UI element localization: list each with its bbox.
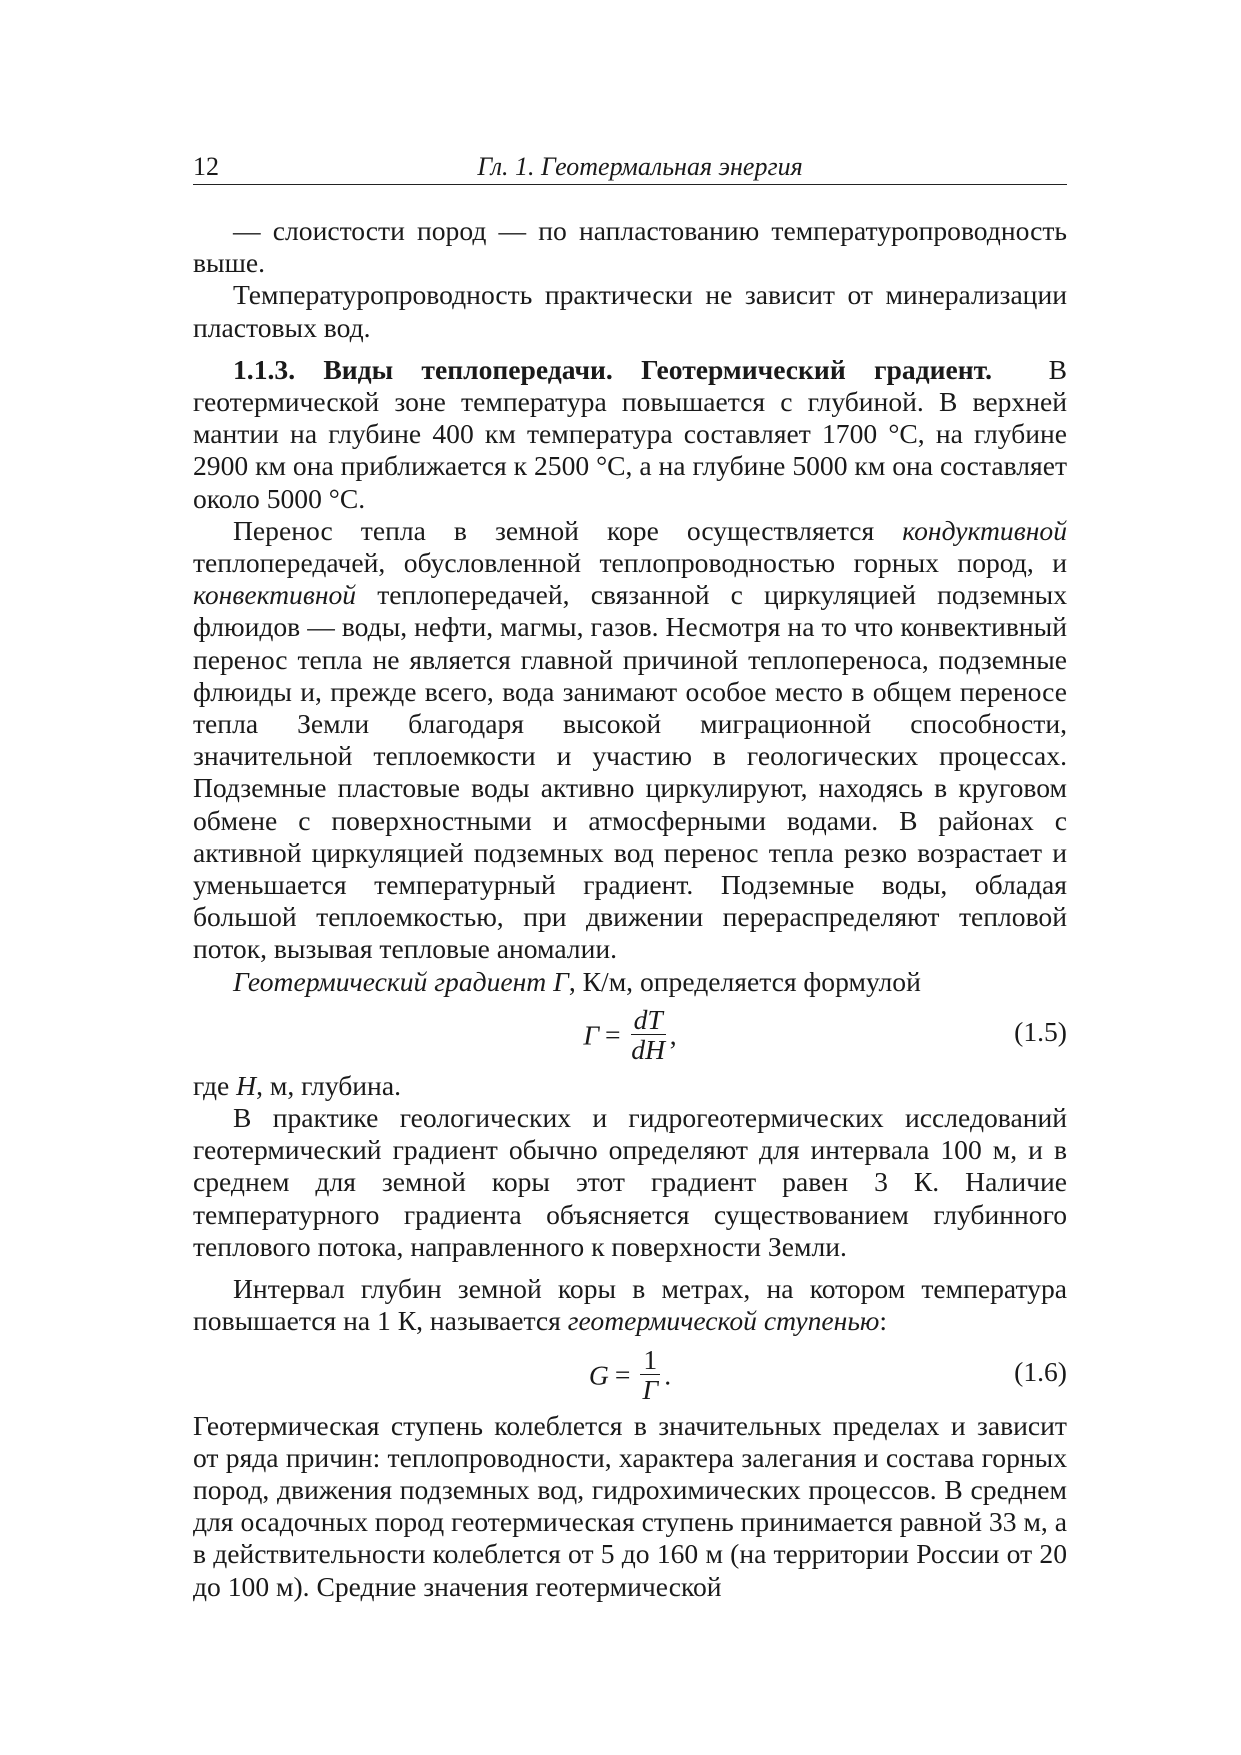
paragraph: В практике геологических и гидрогеотермических исследований геотермический градиент обычно определяют для интервала 100 м, и в среднем для земной коры этот градиент равен 3 К. Наличие температурного градиента объясняется существованием глубинного теплового потока, направленного к поверхности Земли.	[193, 1102, 1067, 1262]
running-title: Гл. 1. Геотермальная энергия	[477, 152, 803, 181]
text-run: Интервал глубин земной коры в метрах, на котором температура повышается на 1 К, называется	[193, 1273, 1067, 1337]
fraction	[640, 1343, 660, 1405]
text-run: :	[879, 1305, 888, 1337]
punctuation: .	[664, 1358, 672, 1390]
paragraph: — слоистости пород — по напластованию температуропроводность выше.	[193, 215, 1067, 279]
numerator: 1	[640, 1346, 660, 1375]
equation-lhs: Г	[583, 1019, 600, 1051]
text-run: , м, глубина.	[256, 1069, 401, 1101]
denominator: dH	[631, 1033, 666, 1065]
punctuation: ,	[669, 1019, 677, 1051]
section-heading: 1.1.3. Виды теплопередачи. Геотермический градиент.	[233, 353, 993, 385]
text-run: теплопередачей, связанной с циркуляцией подземных флюидов — воды, нефти, магмы, газов. Несмотря на то что конвективный перенос тепла не является главной причиной теплопереноса, подземные флюиды и, прежде всего, вода занимают особое место в общем переносе тепла Земли благодаря высокой миграционной способности, значительной теплоемкости и участию в геологических процессах. Подземные пластовые воды активно циркулируют, находясь в круговом обмене с поверхностными и атмосферными водами. В районах с активной циркуляцией подземных вод перенос тепла резко возрастает и уменьшается температурный градиент. Подземные воды, обладая большой теплоемкостью, при движении перераспределяют тепловой поток, вызывая тепловые аномалии.	[193, 579, 1067, 965]
paragraph	[193, 515, 1067, 966]
paragraph	[193, 1070, 1067, 1102]
text-run: теплопередачей, обусловленной теплопроводностью горных пород, и	[193, 547, 1067, 579]
formula-1-6	[193, 1338, 1067, 1410]
paragraph: Температуропроводность практически не зависит от минерализации пластовых вод.	[193, 279, 1067, 343]
paragraph	[193, 1273, 1067, 1337]
paragraph	[193, 966, 1067, 998]
denominator: Г	[642, 1373, 659, 1405]
equation-lhs: G	[588, 1358, 609, 1390]
emphasis-term: геотермической ступенью	[567, 1305, 880, 1337]
emphasis-term: конвективной	[193, 579, 357, 611]
numerator: dT	[631, 1006, 666, 1035]
emphasis-term: Геотермический градиент Г	[233, 965, 569, 997]
fraction	[631, 1003, 666, 1065]
equals-sign: =	[605, 1019, 621, 1051]
text-run: где	[193, 1069, 237, 1101]
section-paragraph	[193, 354, 1067, 515]
equation-number: (1.6)	[1014, 1355, 1067, 1387]
text-run: , К/м, определяется формулой	[568, 965, 921, 997]
emphasis-term: кондуктивной	[902, 514, 1067, 546]
paragraph: Геотермическая ступень колеблется в значительных пределах и зависит от ряда причин: теплопроводности, характера залегания и состава горных пород, движения подземных вод, гидрохимических процессов. В среднем для осадочных пород геотермическая ступень принимается равной 33 м, а в действительности колеблется от 5 до 160 м (на территории России от 20 до 100 м). Средние значения геотермической	[193, 1409, 1067, 1602]
text-run: Перенос тепла в земной коре осуществляется	[233, 514, 903, 546]
equation-number: (1.5)	[1014, 1015, 1067, 1047]
equation	[193, 1003, 1067, 1065]
running-header	[193, 148, 1067, 185]
page-body	[193, 215, 1067, 1603]
page-number: 12	[193, 152, 219, 181]
paragraph-text: В геотермической зоне температура повышается с глубиной. В верхней мантии на глубине 400 км температура составляет 1700 °С, на глубине 2900 км она приближается к 2500 °С, а на глубине 5000 км она составляет около 5000 °С.	[193, 353, 1067, 514]
equals-sign: =	[614, 1358, 631, 1390]
equation	[193, 1343, 1067, 1405]
variable: H	[236, 1069, 257, 1101]
formula-1-5	[193, 998, 1067, 1070]
